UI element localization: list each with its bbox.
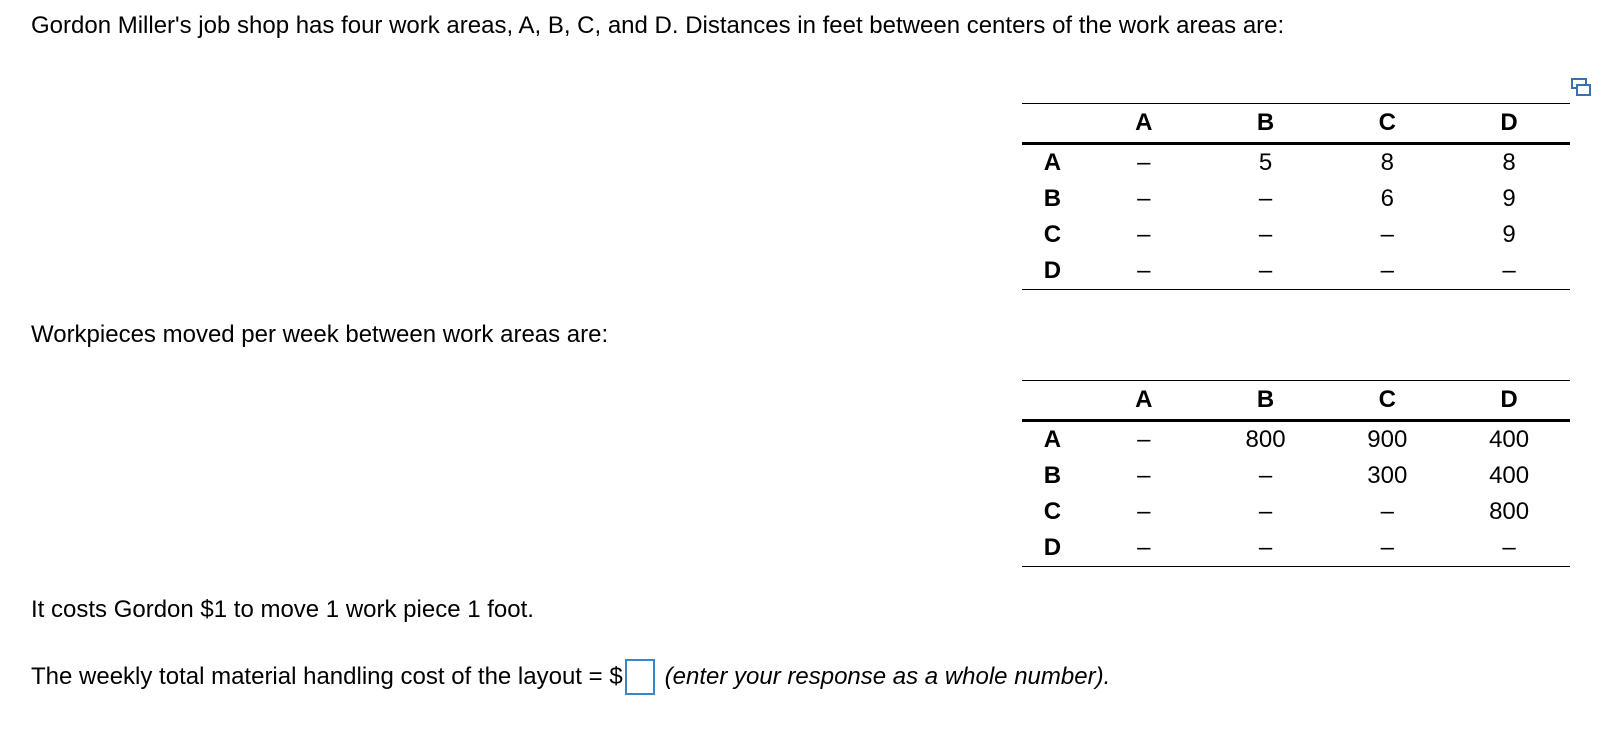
answer-line bbox=[31, 659, 1110, 695]
table-cell: 400 bbox=[1489, 462, 1530, 489]
table-cell: 6 bbox=[1380, 185, 1394, 212]
table-cell: – bbox=[1137, 257, 1151, 284]
flow-table-header bbox=[1022, 381, 1570, 421]
popout-icon[interactable] bbox=[1571, 78, 1591, 96]
table-cell: 9 bbox=[1502, 221, 1516, 248]
column-header: B bbox=[1256, 109, 1275, 136]
cost-text: It costs Gordon $1 to move 1 work piece 1 foot. bbox=[31, 596, 534, 623]
flow-table bbox=[1022, 380, 1570, 567]
table-cell: 800 bbox=[1489, 498, 1530, 525]
row-header: D bbox=[1043, 534, 1062, 561]
table-cell: – bbox=[1137, 534, 1151, 561]
workpieces-text: Workpieces moved per week between work areas are: bbox=[31, 321, 609, 348]
table-cell: – bbox=[1137, 149, 1151, 176]
answer-hint: (enter your response as a whole number). bbox=[664, 663, 1111, 690]
table-cell: 800 bbox=[1245, 426, 1286, 453]
table-cell: – bbox=[1137, 462, 1151, 489]
table-cell: – bbox=[1258, 462, 1273, 489]
table-cell: 400 bbox=[1489, 426, 1530, 453]
table-cell: – bbox=[1137, 185, 1151, 212]
table-cell: – bbox=[1258, 185, 1273, 212]
table-cell: – bbox=[1380, 534, 1394, 561]
table-cell: 8 bbox=[1380, 149, 1394, 176]
intro-text: Gordon Miller's job shop has four work areas, A, B, C, and D. Distances in feet between centers of the work areas are: bbox=[31, 12, 1285, 39]
table-cell: – bbox=[1137, 221, 1151, 248]
table-row bbox=[1022, 217, 1570, 253]
row-header: A bbox=[1043, 149, 1062, 176]
table-row bbox=[1022, 144, 1570, 182]
table-row bbox=[1022, 421, 1570, 459]
table-row bbox=[1022, 253, 1570, 290]
row-header: D bbox=[1043, 257, 1062, 284]
table-row bbox=[1022, 458, 1570, 494]
table-cell: 8 bbox=[1502, 149, 1516, 176]
column-header: A bbox=[1135, 386, 1153, 413]
table-row bbox=[1022, 530, 1570, 567]
row-header: C bbox=[1043, 498, 1062, 525]
table-cell: – bbox=[1258, 257, 1273, 284]
table-cell: – bbox=[1380, 221, 1394, 248]
column-header: D bbox=[1500, 109, 1518, 136]
row-header: B bbox=[1043, 462, 1062, 489]
table-cell: – bbox=[1502, 257, 1516, 284]
column-header: A bbox=[1135, 109, 1153, 136]
row-header: A bbox=[1043, 426, 1062, 453]
table-cell: – bbox=[1380, 498, 1394, 525]
table-cell: 300 bbox=[1367, 462, 1408, 489]
answer-input[interactable] bbox=[625, 659, 655, 695]
distance-table bbox=[1022, 103, 1570, 290]
table-cell: 9 bbox=[1502, 185, 1516, 212]
table-cell: 900 bbox=[1367, 426, 1408, 453]
distance-table-header bbox=[1022, 104, 1570, 144]
table-cell: – bbox=[1137, 498, 1151, 525]
column-header: C bbox=[1378, 386, 1396, 413]
column-header: C bbox=[1378, 109, 1396, 136]
table-cell: – bbox=[1380, 257, 1394, 284]
row-header: B bbox=[1043, 185, 1062, 212]
column-header: D bbox=[1500, 386, 1518, 413]
table-cell: – bbox=[1258, 221, 1273, 248]
column-header: B bbox=[1256, 386, 1275, 413]
table-cell: – bbox=[1137, 426, 1151, 453]
table-row bbox=[1022, 494, 1570, 530]
row-header: C bbox=[1043, 221, 1062, 248]
table-row bbox=[1022, 181, 1570, 217]
table-cell: – bbox=[1258, 534, 1273, 561]
table-cell: – bbox=[1502, 534, 1516, 561]
table-cell: 5 bbox=[1258, 149, 1273, 176]
table-cell: – bbox=[1258, 498, 1273, 525]
answer-prefix: The weekly total material handling cost of the layout = $ bbox=[31, 663, 623, 690]
